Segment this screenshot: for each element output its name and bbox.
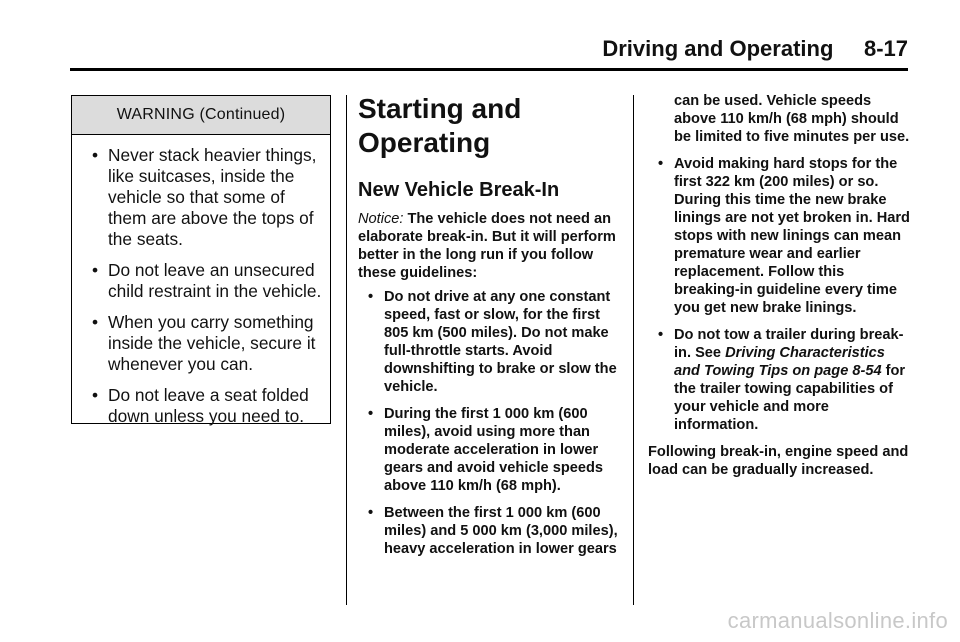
- notice-label: Notice:: [358, 211, 404, 227]
- notice-text: The vehicle does not need an elaborate break-in. But it will perform better in the long run if you follow these guidelines:: [358, 211, 616, 281]
- middle-column: [358, 92, 626, 567]
- bullet-icon: •: [368, 505, 374, 521]
- right-column: [648, 92, 913, 479]
- header-section: Driving and Operating: [602, 36, 834, 61]
- warning-list: [72, 135, 330, 427]
- bullet-icon: •: [92, 260, 99, 280]
- guideline-item: • During the first 1 000 km (600 miles), avoid using more than moderate acceleration in lower gears and avoid vehicle speeds above 110 km/h (68 mph).: [368, 406, 604, 494]
- warning-item: • Do not leave an unsecured child restraint in the vehicle.: [92, 260, 322, 301]
- guideline-list: [358, 288, 626, 558]
- warning-box: [71, 95, 331, 424]
- column-divider-left: [346, 95, 347, 605]
- guideline-continued: can be used. Vehicle speeds above 110 km/h (68 mph) should be limited to five minutes per use.: [674, 93, 910, 145]
- bullet-icon: •: [368, 406, 374, 422]
- bullet-icon: •: [92, 385, 99, 405]
- notice-paragraph: [358, 210, 626, 282]
- bullet-icon: •: [92, 145, 99, 165]
- bullet-icon: •: [658, 156, 664, 172]
- watermark: carmanualsonline.info: [727, 608, 948, 633]
- header-title: [602, 36, 908, 62]
- section-heading: Starting and Operating: [358, 93, 522, 158]
- bullet-icon: •: [658, 327, 664, 343]
- column-divider-right: [633, 95, 634, 605]
- page-header: [70, 28, 908, 71]
- bullet-icon: •: [92, 312, 99, 332]
- closing-paragraph: Following break-in, engine speed and load can be gradually increased.: [648, 444, 909, 478]
- cross-reference-link[interactable]: Driving Characteristics and Towing Tips on page 8-54: [674, 345, 885, 379]
- warning-item: • When you carry something inside the vehicle, secure it whenever you can.: [92, 312, 316, 374]
- subsection-heading: New Vehicle Break-In: [358, 179, 560, 201]
- guideline-item: • Do not drive at any one constant speed, fast or slow, for the first 805 km (500 miles). Do not make full-throttle starts. Avoid downshifting to brake or slow the vehicle.: [368, 289, 617, 395]
- guideline-item: • Avoid making hard stops for the first 322 km (200 miles) or so. During this time the new brake linings are not yet broken in. Hard stops with new linings can mean premature wear and earlier replacement. Follow this breaking-in guideline every time you get new brake linings.: [658, 156, 910, 316]
- header-page-number: 8-17: [863, 36, 908, 61]
- guideline-item: • Between the first 1 000 km (600 miles) and 5 000 km (3,000 miles), heavy acceleration in lower gears: [368, 505, 618, 557]
- warning-item: • Do not leave a seat folded down unless you need to.: [92, 385, 309, 426]
- guideline-list-continued: [648, 155, 913, 434]
- warning-title: WARNING (Continued): [72, 96, 330, 135]
- warning-item: • Never stack heavier things, like suitcases, inside the vehicle so that some of them are above the tops of the seats.: [92, 145, 317, 249]
- guideline-item: • Do not tow a trailer during break-in. See Driving Characteristics and Towing Tips on page 8-54 for the trailer towing capabilities of your vehicle and more information.: [658, 327, 906, 433]
- bullet-icon: •: [368, 289, 374, 305]
